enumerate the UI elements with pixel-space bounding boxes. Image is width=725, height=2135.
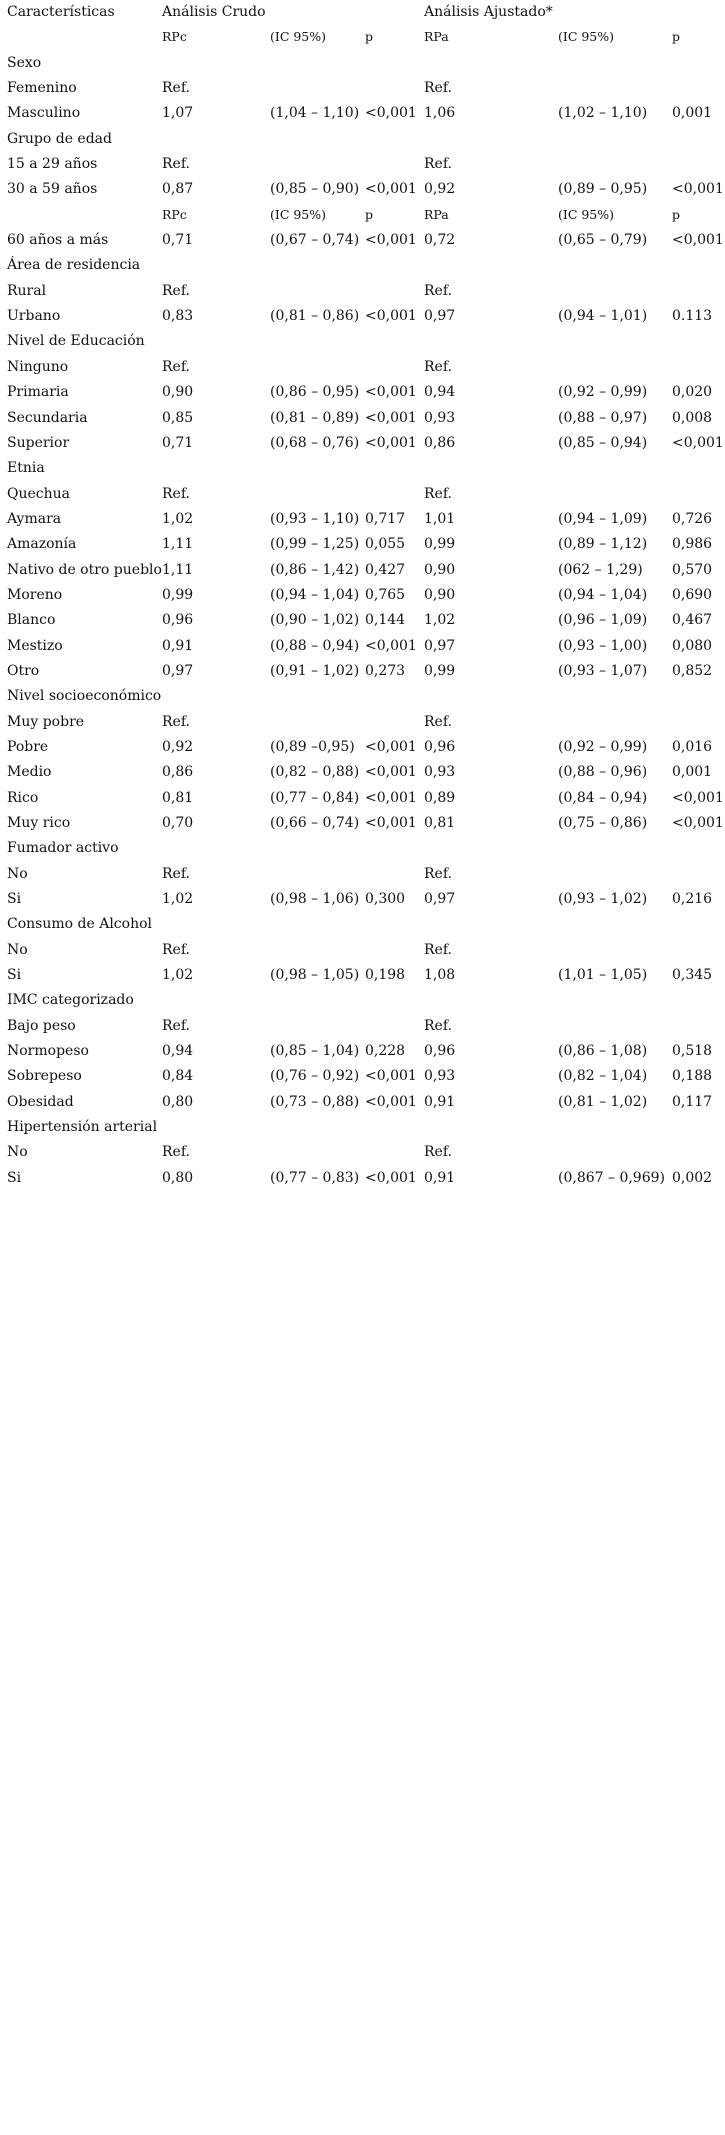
table-cell: 0,986 bbox=[672, 536, 713, 553]
table-cell: 0,717 bbox=[365, 510, 406, 527]
table-cell: (0,85 – 1,04) bbox=[270, 1043, 360, 1060]
table-row bbox=[0, 1064, 725, 1089]
table-row bbox=[0, 0, 725, 25]
table-cell: <0,001 bbox=[365, 764, 417, 781]
row-label: Bajo peso bbox=[7, 1017, 76, 1034]
table-cell: (0,94 – 1,04) bbox=[558, 586, 648, 603]
table-cell: 0,96 bbox=[424, 1043, 456, 1060]
row-label: Masculino bbox=[7, 105, 81, 122]
table-cell: 0,198 bbox=[365, 967, 406, 984]
table-cell: 0,518 bbox=[672, 1043, 713, 1060]
table-row bbox=[0, 152, 725, 177]
table-cell: Análisis Crudo bbox=[162, 4, 266, 20]
table-cell: 0,690 bbox=[672, 586, 713, 603]
table-row bbox=[0, 228, 725, 253]
table-cell: 1,02 bbox=[162, 510, 194, 527]
row-label: Nativo de otro pueblo bbox=[7, 561, 162, 578]
table-row bbox=[0, 583, 725, 608]
table-cell: 0,99 bbox=[162, 586, 194, 603]
table-cell: 0,570 bbox=[672, 561, 713, 578]
table-row bbox=[0, 659, 725, 684]
table-row bbox=[0, 558, 725, 583]
table-row bbox=[0, 127, 725, 152]
table-cell: 0,765 bbox=[365, 586, 406, 603]
row-label: No bbox=[7, 941, 28, 958]
table-cell: 0,97 bbox=[424, 637, 456, 654]
table-cell: <0,001 bbox=[365, 384, 417, 401]
table-cell: (0,88 – 0,94) bbox=[270, 637, 360, 654]
table-cell: 0,92 bbox=[162, 738, 194, 755]
table-cell: (0,90 – 1,02) bbox=[270, 612, 360, 629]
row-label: Femenino bbox=[7, 80, 77, 97]
table-cell: <0,001 bbox=[672, 181, 724, 198]
table-cell: 0,81 bbox=[424, 815, 456, 831]
row-label: Grupo de edad bbox=[7, 130, 112, 147]
row-label: Primaria bbox=[7, 384, 69, 401]
table-cell: (0,99 – 1,25) bbox=[270, 536, 360, 553]
table-cell: Ref. bbox=[162, 156, 190, 173]
table-cell: 0,216 bbox=[672, 891, 713, 908]
table-cell: Ref. bbox=[424, 1144, 452, 1161]
table-cell: 0,97 bbox=[424, 891, 456, 908]
table-row bbox=[0, 304, 725, 329]
row-label: Características bbox=[7, 4, 115, 20]
table-cell: 1,11 bbox=[162, 536, 194, 553]
table-row bbox=[0, 862, 725, 887]
row-label: 60 años a más bbox=[7, 232, 109, 249]
table-row bbox=[0, 1166, 725, 1191]
table-row bbox=[0, 51, 725, 76]
table-cell: Ref. bbox=[162, 358, 190, 375]
row-label: Sexo bbox=[7, 54, 42, 71]
table-cell: 0,94 bbox=[162, 1043, 194, 1060]
table-cell: Ref. bbox=[424, 282, 452, 299]
table-row bbox=[0, 203, 725, 228]
table-cell: 0,002 bbox=[672, 1169, 713, 1186]
table-row bbox=[0, 887, 725, 912]
table-cell: 0,94 bbox=[424, 384, 456, 401]
table-row bbox=[0, 684, 725, 709]
table-cell: Ref. bbox=[424, 358, 452, 375]
table-cell: 0,117 bbox=[672, 1093, 713, 1110]
table-cell: <0,001 bbox=[365, 637, 417, 654]
table-cell: 1,06 bbox=[424, 105, 456, 122]
table-cell: 0,228 bbox=[365, 1043, 406, 1060]
table-cell: (0,85 – 0,90) bbox=[270, 181, 360, 198]
row-label: 15 a 29 años bbox=[7, 156, 98, 173]
table-cell: 0,86 bbox=[162, 764, 194, 781]
table-cell: (0,93 – 1,00) bbox=[558, 637, 648, 654]
table-cell: (0,76 – 0,92) bbox=[270, 1068, 360, 1085]
table-cell: (0,98 – 1,06) bbox=[270, 891, 360, 908]
table-cell: 0,016 bbox=[672, 738, 713, 755]
table-cell: (IC 95%) bbox=[558, 206, 615, 222]
table-row bbox=[0, 938, 725, 963]
table-row bbox=[0, 329, 725, 354]
table-row bbox=[0, 912, 725, 937]
table-cell: 0,97 bbox=[424, 308, 456, 325]
row-label: Quechua bbox=[7, 485, 70, 502]
row-label: IMC categorizado bbox=[7, 992, 134, 1009]
table-cell: (0,81 – 1,02) bbox=[558, 1093, 648, 1110]
table-row bbox=[0, 735, 725, 760]
table-cell: 0,71 bbox=[162, 434, 194, 451]
table-cell: 0,300 bbox=[365, 891, 406, 908]
row-label: Rural bbox=[7, 282, 47, 299]
row-label: No bbox=[7, 1144, 28, 1161]
table-cell: 0,90 bbox=[162, 384, 194, 401]
table-cell: (0,86 – 1,42) bbox=[270, 561, 360, 578]
table-cell: (IC 95%) bbox=[270, 206, 327, 222]
table-cell: Ref. bbox=[162, 485, 190, 502]
table-row bbox=[0, 25, 725, 50]
table-cell: p bbox=[672, 206, 681, 222]
table-row bbox=[0, 101, 725, 126]
table-cell: 0,86 bbox=[424, 434, 456, 451]
table-cell: 1,02 bbox=[424, 612, 456, 629]
table-cell: (0,92 – 0,99) bbox=[558, 738, 648, 755]
table-cell: 0,81 bbox=[162, 789, 194, 806]
table-cell: 0,008 bbox=[672, 409, 713, 426]
table-row bbox=[0, 760, 725, 785]
row-label: Aymara bbox=[7, 510, 62, 527]
table-cell: (0,89 –0,95) bbox=[270, 738, 355, 755]
row-label: Etnia bbox=[7, 460, 45, 477]
table-cell: RPa bbox=[424, 206, 449, 222]
table-cell: 0,93 bbox=[424, 409, 456, 426]
table-cell: Ref. bbox=[162, 80, 190, 97]
table-cell: Ref. bbox=[424, 713, 452, 730]
table-cell: Ref. bbox=[424, 485, 452, 502]
table-row bbox=[0, 482, 725, 507]
table-cell: (0,77 – 0,84) bbox=[270, 789, 360, 806]
table-cell: (0,75 – 0,86) bbox=[558, 815, 648, 831]
table-cell: 1,07 bbox=[162, 105, 194, 122]
table-cell: <0,001 bbox=[365, 1068, 417, 1085]
table-cell: (0,98 – 1,05) bbox=[270, 967, 360, 984]
table-cell: (1,01 – 1,05) bbox=[558, 967, 648, 984]
table-cell: <0,001 bbox=[365, 232, 417, 249]
table-cell: 0,91 bbox=[424, 1169, 456, 1186]
table-cell: Ref. bbox=[162, 1017, 190, 1034]
row-label: Otro bbox=[7, 662, 40, 679]
table-cell: <0,001 bbox=[365, 789, 417, 806]
table-cell: (0,81 – 0,86) bbox=[270, 308, 360, 325]
row-label: Normopeso bbox=[7, 1043, 89, 1060]
table-cell: 0,001 bbox=[672, 764, 713, 781]
table-row bbox=[0, 532, 725, 557]
table-cell: <0,001 bbox=[365, 1093, 417, 1110]
table-row bbox=[0, 380, 725, 405]
row-label: Si bbox=[7, 1169, 22, 1186]
table-cell: 1,02 bbox=[162, 967, 194, 984]
row-label: Superior bbox=[7, 434, 70, 451]
table-cell: 0,70 bbox=[162, 815, 194, 831]
table-cell: (0,82 – 1,04) bbox=[558, 1068, 648, 1085]
row-label: Ninguno bbox=[7, 358, 69, 375]
row-label: Si bbox=[7, 967, 22, 984]
table-row bbox=[0, 177, 725, 202]
row-label: Nivel socioeconómico bbox=[7, 688, 162, 705]
row-label: Si bbox=[7, 891, 22, 908]
table-cell: 0,080 bbox=[672, 637, 713, 654]
table-row bbox=[0, 634, 725, 659]
table-cell: (0,94 – 1,04) bbox=[270, 586, 360, 603]
table-row bbox=[0, 811, 725, 836]
table-cell: (IC 95%) bbox=[558, 29, 615, 45]
table-cell: (0,86 – 0,95) bbox=[270, 384, 360, 401]
table-cell: 0,97 bbox=[162, 662, 194, 679]
table-cell: RPa bbox=[424, 29, 449, 45]
row-label: Muy rico bbox=[7, 815, 71, 831]
table-row bbox=[0, 456, 725, 481]
table-cell: <0,001 bbox=[672, 789, 724, 806]
table-cell: (1,04 – 1,10) bbox=[270, 105, 360, 122]
table-cell: 0,92 bbox=[424, 181, 456, 198]
table-cell: (0,68 – 0,76) bbox=[270, 434, 360, 451]
row-label: Mestizo bbox=[7, 637, 63, 654]
table-cell: 0,055 bbox=[365, 536, 406, 553]
row-label: Hipertensión arterial bbox=[7, 1119, 158, 1136]
table-cell: (0,89 – 0,95) bbox=[558, 181, 648, 198]
table-cell: (0,92 – 0,99) bbox=[558, 384, 648, 401]
table-row bbox=[0, 963, 725, 988]
table-cell: <0,001 bbox=[365, 738, 417, 755]
table-row bbox=[0, 988, 725, 1013]
table-row bbox=[0, 279, 725, 304]
table-cell: 0,427 bbox=[365, 561, 406, 578]
table-cell: p bbox=[672, 29, 681, 45]
table-cell: Ref. bbox=[162, 713, 190, 730]
table-cell: (0,88 – 0,97) bbox=[558, 409, 648, 426]
table-cell: (0,94 – 1,09) bbox=[558, 510, 648, 527]
row-label: Amazonía bbox=[7, 536, 77, 553]
table-row bbox=[0, 253, 725, 278]
table-row bbox=[0, 1039, 725, 1064]
table-row bbox=[0, 507, 725, 532]
table-cell: <0,001 bbox=[365, 434, 417, 451]
table-cell: (0,93 – 1,10) bbox=[270, 510, 360, 527]
table-cell: 0,91 bbox=[424, 1093, 456, 1110]
table-cell: (0,67 – 0,74) bbox=[270, 232, 360, 249]
table-cell: 0,90 bbox=[424, 561, 456, 578]
table-cell: (0,88 – 0,96) bbox=[558, 764, 648, 781]
row-label: Consumo de Alcohol bbox=[7, 916, 152, 933]
row-label: Nivel de Educación bbox=[7, 333, 145, 350]
table-cell: 1,11 bbox=[162, 561, 194, 578]
table-cell: 1,01 bbox=[424, 510, 456, 527]
table-cell: Ref. bbox=[162, 1144, 190, 1161]
table-cell: (1,02 – 1,10) bbox=[558, 105, 648, 122]
table-cell: <0,001 bbox=[365, 105, 417, 122]
table-cell: <0,001 bbox=[365, 1169, 417, 1186]
table-cell: (IC 95%) bbox=[270, 29, 327, 45]
row-label: No bbox=[7, 865, 28, 882]
table-cell: (0,66 – 0,74) bbox=[270, 815, 360, 831]
table-row bbox=[0, 1115, 725, 1140]
row-label: Rico bbox=[7, 789, 39, 806]
table-cell: <0,001 bbox=[672, 815, 724, 831]
table-cell: (0,89 – 1,12) bbox=[558, 536, 648, 553]
table-cell: RPc bbox=[162, 206, 187, 222]
table-cell: <0,001 bbox=[672, 232, 724, 249]
table-cell: 0,188 bbox=[672, 1068, 713, 1085]
table-cell: (0,82 – 0,88) bbox=[270, 764, 360, 781]
table-row bbox=[0, 431, 725, 456]
table-cell: (0,93 – 1,02) bbox=[558, 891, 648, 908]
table-cell: 0,93 bbox=[424, 764, 456, 781]
table-row bbox=[0, 355, 725, 380]
table-cell: (0,867 – 0,969) bbox=[558, 1169, 665, 1186]
table-cell: 0,99 bbox=[424, 536, 456, 553]
table-cell: RPc bbox=[162, 29, 187, 45]
table-row bbox=[0, 608, 725, 633]
row-label: Moreno bbox=[7, 586, 63, 603]
table-cell: Ref. bbox=[162, 282, 190, 299]
table-cell: <0,001 bbox=[672, 434, 724, 451]
table-cell: 0,83 bbox=[162, 308, 194, 325]
table-cell: 0,99 bbox=[424, 662, 456, 679]
table-cell: (0,81 – 0,89) bbox=[270, 409, 360, 426]
table-cell: (0,77 – 0,83) bbox=[270, 1169, 360, 1186]
table-row bbox=[0, 1140, 725, 1165]
row-label: Sobrepeso bbox=[7, 1068, 82, 1085]
table-cell: <0,001 bbox=[365, 308, 417, 325]
table-cell: (0,65 – 0,79) bbox=[558, 232, 648, 249]
table-cell: (0,96 – 1,09) bbox=[558, 612, 648, 629]
table-cell: (0,86 – 1,08) bbox=[558, 1043, 648, 1060]
table-cell: 0,84 bbox=[162, 1068, 194, 1085]
table-cell: 1,02 bbox=[162, 891, 194, 908]
table-cell: (0,93 – 1,07) bbox=[558, 662, 648, 679]
table-cell: 0,345 bbox=[672, 967, 713, 984]
row-label: Secundaria bbox=[7, 409, 88, 426]
row-label: Urbano bbox=[7, 308, 61, 325]
table-cell: 0,89 bbox=[424, 789, 456, 806]
table-row bbox=[0, 76, 725, 101]
table-cell: 0,80 bbox=[162, 1093, 194, 1110]
row-label: Área de residencia bbox=[7, 257, 141, 274]
table-cell: 0,90 bbox=[424, 586, 456, 603]
table-cell: 0,72 bbox=[424, 232, 456, 249]
table-cell: 0,80 bbox=[162, 1169, 194, 1186]
table-cell: p bbox=[365, 29, 374, 45]
table-cell: 0,96 bbox=[424, 738, 456, 755]
table-cell: Ref. bbox=[424, 941, 452, 958]
row-label: Fumador activo bbox=[7, 840, 119, 857]
table-row bbox=[0, 406, 725, 431]
table-cell: 0,87 bbox=[162, 181, 194, 198]
table-cell: Análisis Ajustado* bbox=[424, 4, 553, 20]
row-label: Blanco bbox=[7, 612, 56, 629]
table-cell: 0,91 bbox=[162, 637, 194, 654]
table-row bbox=[0, 836, 725, 861]
table-cell: <0,001 bbox=[365, 181, 417, 198]
table-cell: p bbox=[365, 206, 374, 222]
row-label: Obesidad bbox=[7, 1093, 74, 1110]
table-cell: Ref. bbox=[424, 156, 452, 173]
row-label: Medio bbox=[7, 764, 52, 781]
table-cell: (0,85 – 0,94) bbox=[558, 434, 648, 451]
table-cell: Ref. bbox=[424, 1017, 452, 1034]
table-row bbox=[0, 786, 725, 811]
table-cell: Ref. bbox=[424, 80, 452, 97]
table-cell: Ref. bbox=[424, 865, 452, 882]
table-cell: (0,73 – 0,88) bbox=[270, 1093, 360, 1110]
table-cell: 0,96 bbox=[162, 612, 194, 629]
table-cell: 0,020 bbox=[672, 384, 713, 401]
table-cell: <0,001 bbox=[365, 409, 417, 426]
table-cell: (062 – 1,29) bbox=[558, 561, 643, 578]
table-row bbox=[0, 1090, 725, 1115]
row-label: 30 a 59 años bbox=[7, 181, 98, 198]
table-cell: (0,84 – 0,94) bbox=[558, 789, 648, 806]
table-cell: (0,91 – 1,02) bbox=[270, 662, 360, 679]
table-cell: 0,467 bbox=[672, 612, 713, 629]
row-label: Muy pobre bbox=[7, 713, 85, 730]
table-row bbox=[0, 1014, 725, 1039]
table-cell: 0,852 bbox=[672, 662, 713, 679]
table-cell: Ref. bbox=[162, 865, 190, 882]
table-cell: 1,08 bbox=[424, 967, 456, 984]
table-cell: 0,726 bbox=[672, 510, 713, 527]
table-cell: 0.113 bbox=[672, 308, 713, 325]
table-cell: (0,94 – 1,01) bbox=[558, 308, 648, 325]
table-row bbox=[0, 710, 725, 735]
row-label: Pobre bbox=[7, 738, 49, 755]
table-cell: 0,85 bbox=[162, 409, 194, 426]
table-cell: 0,144 bbox=[365, 612, 406, 629]
table-cell: 0,71 bbox=[162, 232, 194, 249]
table-cell: Ref. bbox=[162, 941, 190, 958]
table-cell: <0,001 bbox=[365, 815, 417, 831]
table-cell: 0,273 bbox=[365, 662, 406, 679]
table-cell: 0,93 bbox=[424, 1068, 456, 1085]
table-cell: 0,001 bbox=[672, 105, 713, 122]
